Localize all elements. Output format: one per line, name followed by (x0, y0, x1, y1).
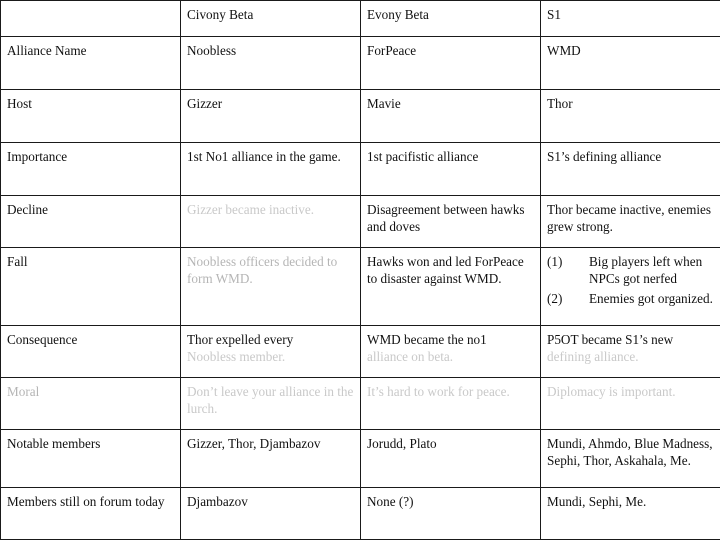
cell-s1 (541, 326, 720, 378)
cell-civony: Don’t leave your alliance in the lurch. (181, 378, 361, 430)
row-moral (1, 378, 720, 430)
row-alliance-name (1, 37, 720, 90)
header-corner (1, 1, 181, 37)
line-2: Noobless member. (187, 349, 286, 364)
list-text: Big players left when NPCs got nerfed (589, 254, 703, 286)
list-item (547, 253, 714, 287)
cell-evony (361, 326, 541, 378)
row-host (1, 90, 720, 143)
cell-civony: Noobless officers decided to form WMD. (181, 248, 361, 326)
cell-s1: Diplomacy is important. (541, 378, 720, 430)
cell-s1: Mundi, Sephi, Me. (541, 488, 720, 540)
cell-evony: Jorudd, Plato (361, 430, 541, 488)
cell-evony: Hawks won and led ForPeace to disaster against WMD. (361, 248, 541, 326)
cell-civony: Gizzer became inactive. (181, 196, 361, 248)
row-importance (1, 143, 720, 196)
row-members-still-on-forum (1, 488, 720, 540)
cell-evony: It’s hard to work for peace. (361, 378, 541, 430)
row-fall (1, 248, 720, 326)
list-item (547, 290, 714, 307)
row-label: Members still on forum today (1, 488, 181, 540)
row-label: Moral (1, 378, 181, 430)
header-civony-beta: Civony Beta (181, 1, 361, 37)
cell-s1: S1’s defining alliance (541, 143, 720, 196)
cell-s1: Thor (541, 90, 720, 143)
header-evony-beta: Evony Beta (361, 1, 541, 37)
cell-evony: None (?) (361, 488, 541, 540)
row-consequence (1, 326, 720, 378)
line-1: P5OT became S1’s new (547, 332, 674, 347)
row-label: Decline (1, 196, 181, 248)
cell-s1: WMD (541, 37, 720, 90)
line-1: Thor expelled every (187, 332, 294, 347)
line-2: defining alliance. (547, 349, 639, 364)
cell-s1: Mundi, Ahmdo, Blue Madness, Sephi, Thor, Askahala, Me. (541, 430, 720, 488)
cell-civony (181, 326, 361, 378)
line-1: WMD became the no1 (367, 332, 487, 347)
header-row (1, 1, 720, 37)
cell-civony: Gizzer, Thor, Djambazov (181, 430, 361, 488)
cell-evony: 1st pacifistic alliance (361, 143, 541, 196)
cell-civony: Gizzer (181, 90, 361, 143)
fall-reasons-list (547, 253, 714, 307)
row-label: Consequence (1, 326, 181, 378)
cell-evony: Mavie (361, 90, 541, 143)
header-s1: S1 (541, 1, 720, 37)
row-label: Alliance Name (1, 37, 181, 90)
list-text: Enemies got organized. (589, 291, 713, 306)
line-2: alliance on beta. (367, 349, 454, 364)
list-number: (2) (547, 291, 563, 306)
row-label: Importance (1, 143, 181, 196)
cell-civony: Djambazov (181, 488, 361, 540)
cell-evony: Disagreement between hawks and doves (361, 196, 541, 248)
row-notable-members (1, 430, 720, 488)
row-decline (1, 196, 720, 248)
cell-civony: Noobless (181, 37, 361, 90)
cell-s1: Thor became inactive, enemies grew strong. (541, 196, 720, 248)
row-label: Host (1, 90, 181, 143)
cell-civony: 1st No1 alliance in the game. (181, 143, 361, 196)
cell-evony: ForPeace (361, 37, 541, 90)
row-label: Notable members (1, 430, 181, 488)
cell-s1 (541, 248, 720, 326)
row-label: Fall (1, 248, 181, 326)
list-number: (1) (547, 254, 563, 269)
